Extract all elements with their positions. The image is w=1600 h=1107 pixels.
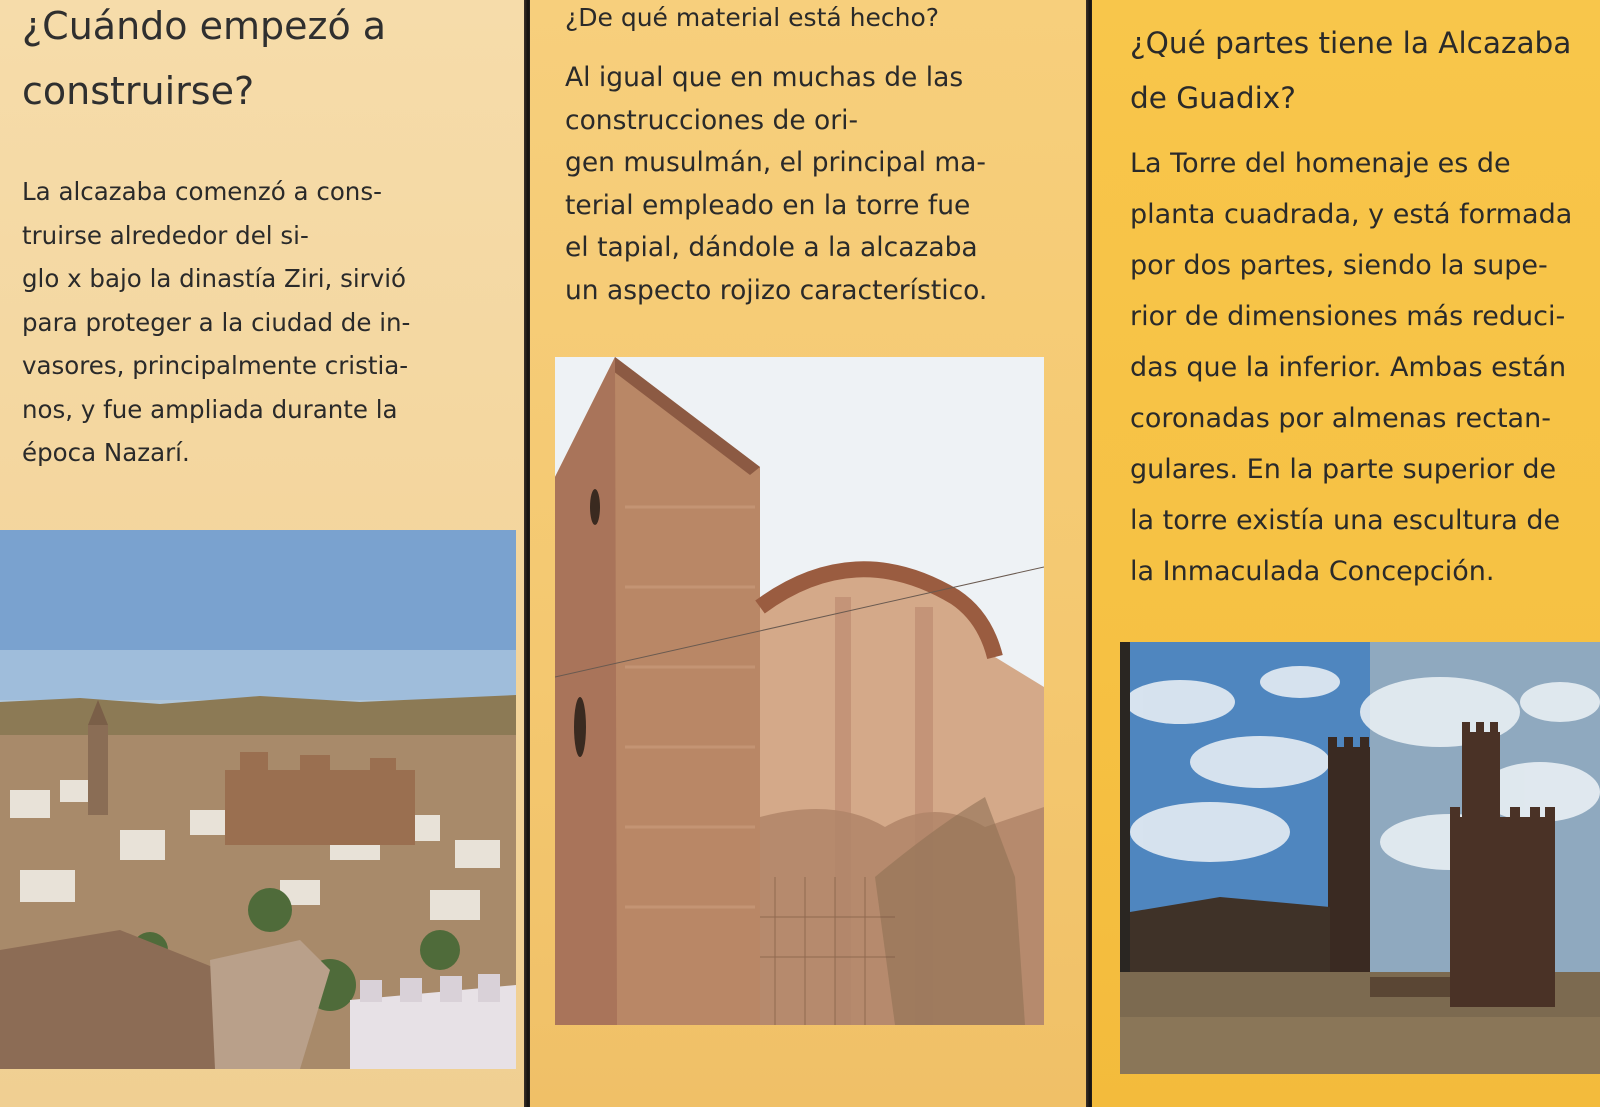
- panel-1-body-text: La alcazaba comenzó a cons- truirse alrededor del si- glo x bajo la dinastía Ziri, sirvió para proteger a la ciudad de in- vasores, principalmente cristia- nos, y fue ampliada durante la época Nazarí.: [22, 177, 411, 467]
- brick-tower-photo: [555, 357, 1044, 1025]
- panel-3-heading: ¿Qué partes tiene la Alcazaba de Guadix?: [1130, 26, 1572, 115]
- brochure-panel-3: [1092, 0, 1600, 1107]
- panel-2-body-text: Al igual que en muchas de las construcciones de ori- gen musulmán, el principal ma- terial empleado en la torre fue el tapial, dándole a la alcazaba un aspecto rojizo característico.: [565, 62, 988, 306]
- brochure-panel-1: [0, 0, 526, 1107]
- panel-3-body-text: La Torre del homenaje es de planta cuadrada, y está formada por dos partes, siendo la supe- rior de dimensiones más reduci- das que la inferior. Ambas están coronadas por almenas rectan- gulares. En la parte superior de la torre existía una escultura de la Inmaculada Concepción.: [1130, 148, 1573, 587]
- panel-1-heading: ¿Cuándo empezó a construirse?: [22, 4, 387, 113]
- city-view-photo: [0, 530, 516, 1069]
- panel-2-heading: ¿De qué material está hecho?: [565, 3, 940, 32]
- brochure-panel-2: [530, 0, 1088, 1107]
- alcazaba-towers-photo: [1120, 642, 1600, 1074]
